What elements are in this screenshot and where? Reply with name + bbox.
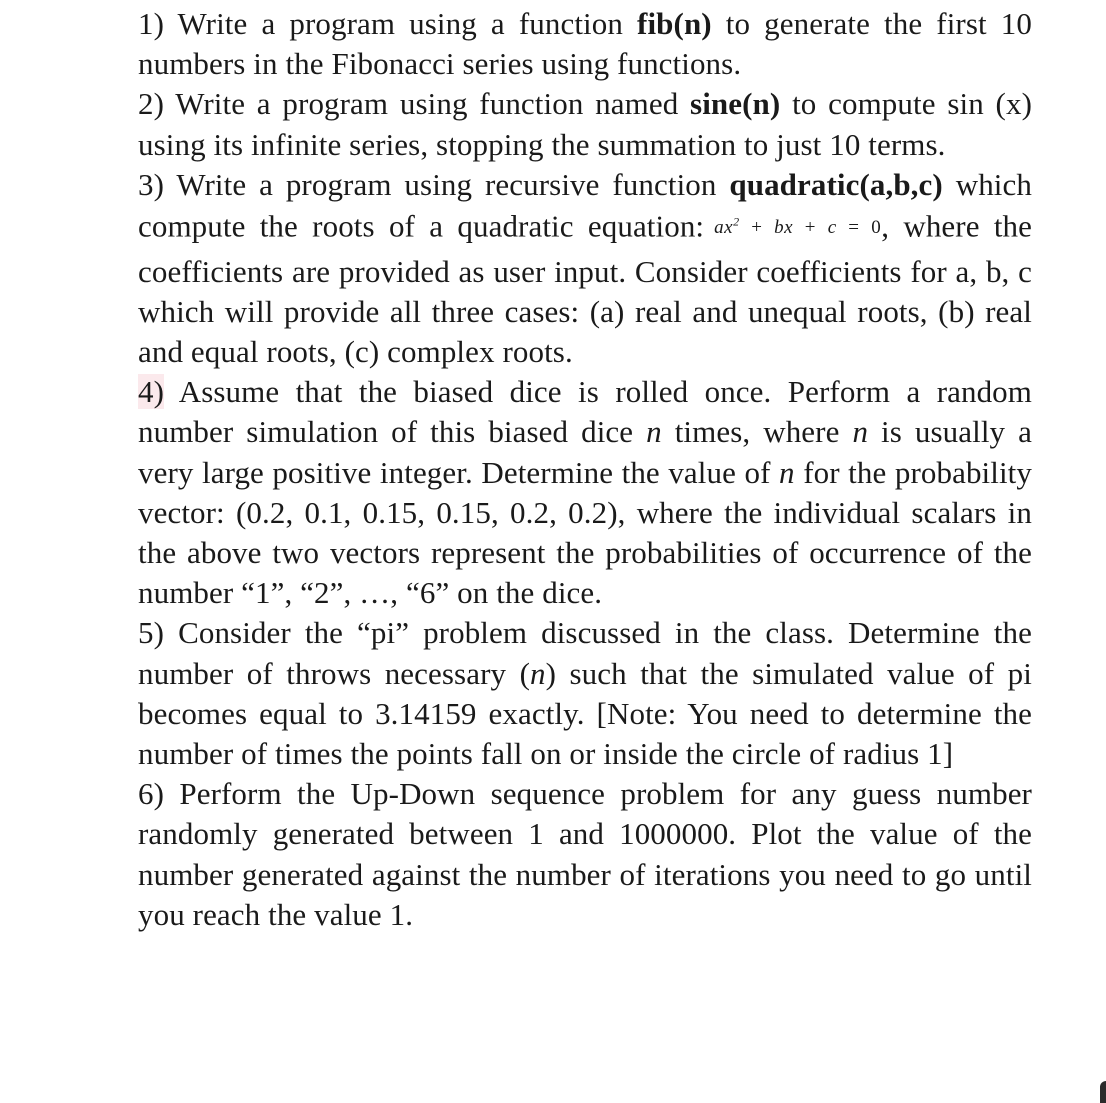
question-2-number: 2) bbox=[138, 86, 165, 122]
question-2-text-end: to compute sin (x) using its infinite series, stopping the summation to just 10 terms. bbox=[138, 86, 1032, 162]
question-4-variable-n-2: n bbox=[852, 414, 869, 450]
equation-plus-sign-1: + bbox=[739, 217, 775, 239]
question-4-variable-n-1: n bbox=[646, 414, 662, 450]
question-2-text-start: Write a program using function named bbox=[175, 86, 679, 122]
question-1-number: 1) bbox=[138, 6, 165, 41]
equation-ax-term: ax bbox=[714, 217, 734, 239]
question-3 bbox=[138, 165, 1032, 372]
equation-equals-zero: = 0 bbox=[836, 217, 882, 239]
question-3-text-middle: which compute the roots of a quadratic equation: bbox=[138, 166, 1032, 244]
question-4-text-part-4: for the probability vector: (0.2, 0.1, 0.15, 0.15, 0.2, 0.2), where the individual scalars in the above two vectors represent the probabilities of occurrence of the number “1”, “2”, …, “6” on the dice. bbox=[138, 454, 1032, 611]
question-6 bbox=[138, 774, 1032, 935]
equation-exponent: 2 bbox=[733, 215, 740, 230]
question-5-variable-n: n bbox=[530, 655, 546, 691]
question-6-text: Perform the Up-Down sequence problem for any guess number randomly generated between 1 and 1000000. Plot the value of the number generated against the number of iterations you need to go until you reach the value 1. bbox=[138, 776, 1032, 932]
question-5-text-part-2: ) such that the simulated value of pi becomes equal to 3.14159 exactly. [Note: You need to determine the number of times the points fall on or inside the circle of radius 1] bbox=[138, 655, 1032, 771]
question-4-text-part-3: is usually a very large positive integer. Determine the value of bbox=[138, 414, 1032, 490]
equation-c-term: c bbox=[827, 217, 837, 239]
question-4 bbox=[138, 372, 1032, 613]
question-4-variable-n-3: n bbox=[779, 454, 795, 490]
question-3-text-start: Write a program using recursive function bbox=[176, 166, 717, 202]
question-4-text-part-2: times, where bbox=[674, 414, 840, 450]
corner-edge-mark bbox=[1100, 1081, 1106, 1103]
question-1 bbox=[138, 4, 1032, 84]
question-5 bbox=[138, 613, 1032, 774]
question-1-text-end: to generate the first 10 numbers in the Fibonacci series using functions. bbox=[138, 6, 1032, 82]
question-3-text-end: , where the coefficients are provided as user input. Consider coefficients for a, b, c which will provide all three cases: (a) real and unequal roots, (b) real and equal roots, (c) complex roots. bbox=[138, 208, 1033, 369]
question-1-text-start: Write a program using a function bbox=[177, 6, 623, 41]
equation-bx-term: bx bbox=[774, 217, 794, 239]
equation-plus-sign-2: + bbox=[793, 217, 828, 239]
assignment-document bbox=[138, 4, 1032, 935]
question-6-number: 6) bbox=[138, 776, 165, 812]
question-5-number: 5) bbox=[138, 615, 165, 651]
question-4-number: 4) bbox=[138, 374, 165, 410]
quadratic-equation bbox=[714, 217, 881, 238]
question-1-function-name: fib(n) bbox=[637, 6, 712, 41]
question-2 bbox=[138, 84, 1032, 164]
question-3-number: 3) bbox=[138, 166, 165, 202]
question-4-text-part-1: Assume that the biased dice is rolled once. Perform a random number simulation of this biased dice bbox=[138, 374, 1032, 450]
question-2-function-name: sine(n) bbox=[690, 86, 781, 122]
question-3-function-name: quadratic(a,b,c) bbox=[729, 166, 943, 202]
question-5-text-part-1: Consider the “pi” problem discussed in the class. Determine the number of throws necessary ( bbox=[138, 615, 1032, 691]
